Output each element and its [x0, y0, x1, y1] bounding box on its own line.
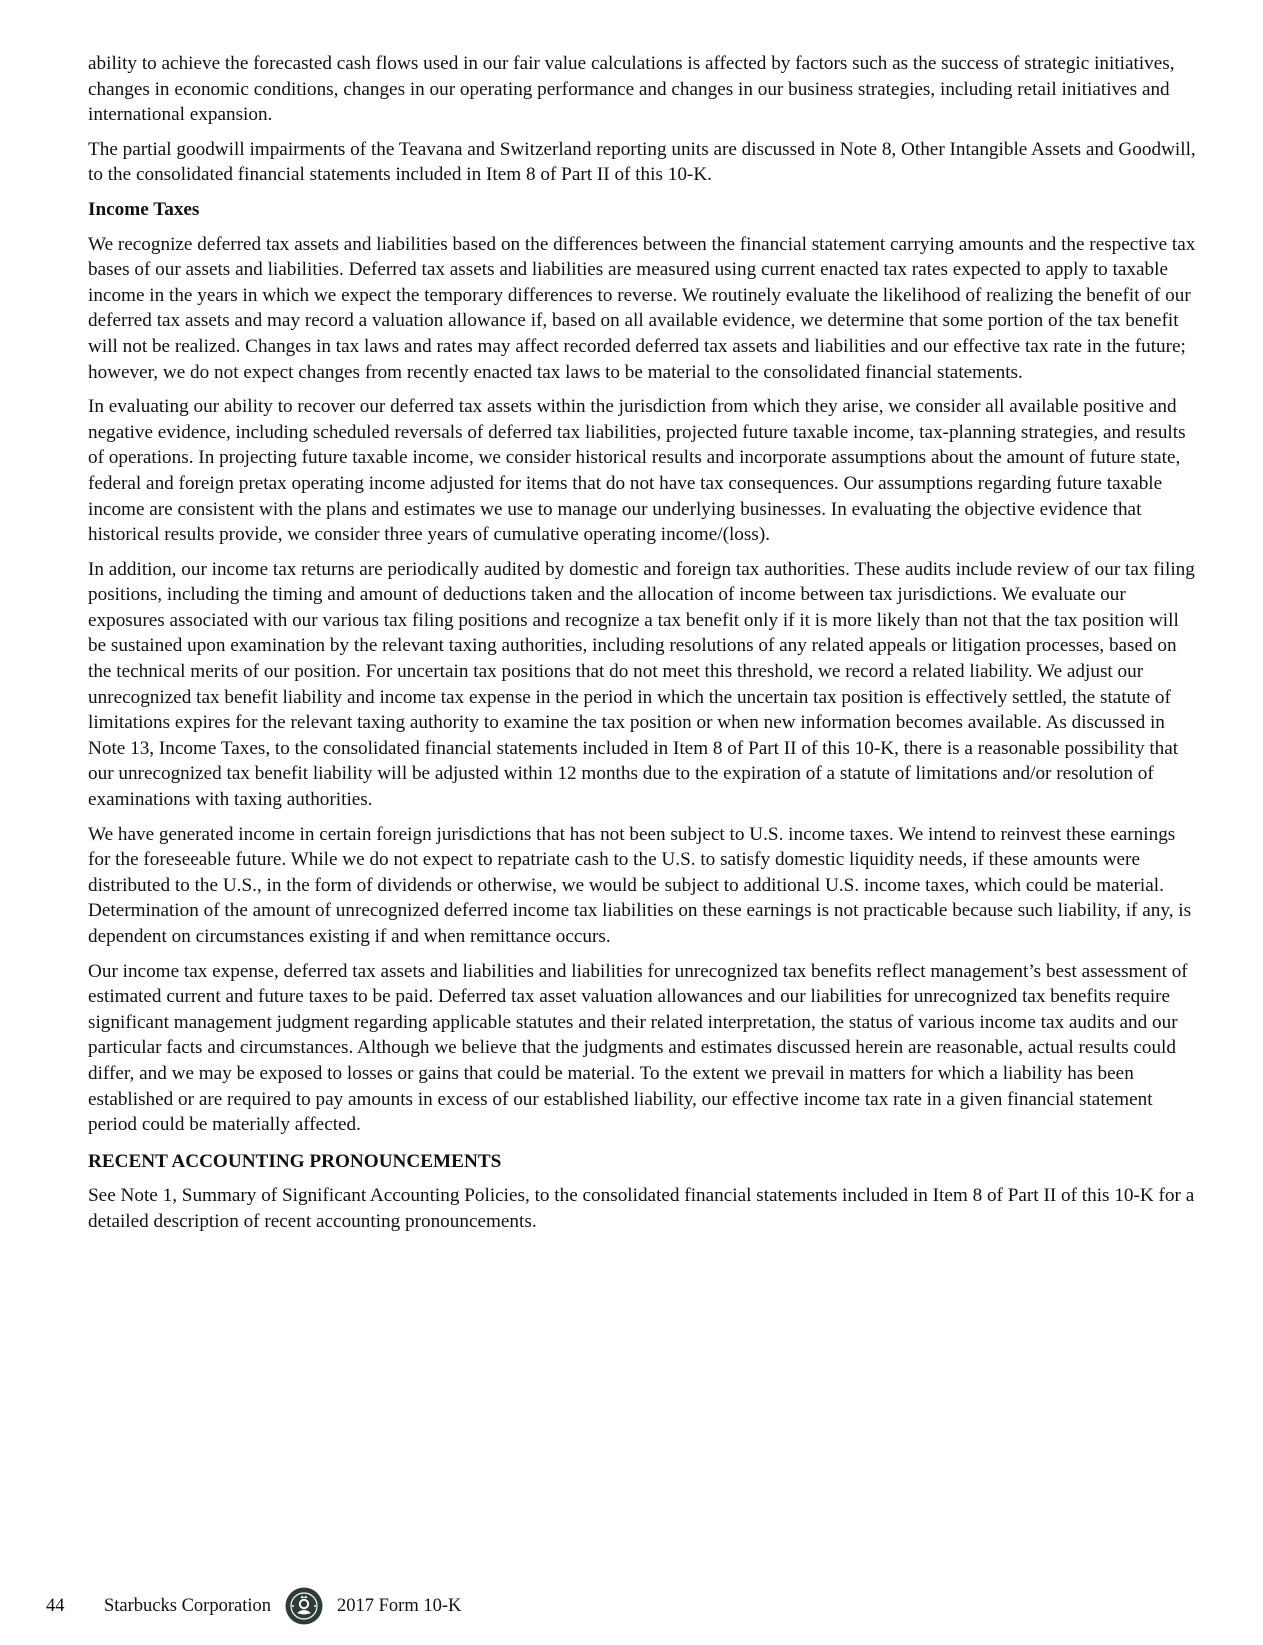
recent-pronouncements-heading: RECENT ACCOUNTING PRONOUNCEMENTS	[88, 1150, 502, 1172]
report-title: 2017 Form 10-K	[337, 1595, 462, 1616]
income-taxes-paragraph-3: In addition, our income tax returns are periodically audited by domestic and foreign tax authorities. These audits include review of our tax filing positions, including the timing and amount of deductions taken and the allocation of income between tax jurisdictions. We evaluate our exposures associated with our various tax filing positions and recognize a tax benefit only if it is more likely than not that the tax position will be sustained upon examination by the relevant taxing authorities, including resolutions of any related appeals or litigation processes, based on the technical merits of our position. For uncertain tax positions that do not meet this threshold, we record a related liability. We adjust our unrecognized tax benefit liability and income tax expense in the period in which the uncertain tax position is effectively settled, the statute of limitations expires for the relevant taxing authority to examine the tax position or when new information becomes available. As discussed in Note 13, Income Taxes, to the consolidated financial statements included in Item 8 of Part II of this 10-K, there is a reasonable possibility that our unrecognized tax benefit liability will be adjusted within 12 months due to the expiration of a statute of limitations and/or resolution of examinations with taxing authorities.	[88, 558, 1195, 811]
page-footer	[46, 1585, 461, 1627]
company-name: Starbucks Corporation	[104, 1595, 271, 1616]
income-taxes-paragraph-2: In evaluating our ability to recover our deferred tax assets within the jurisdiction from which they arise, we consider all available positive and negative evidence, including scheduled reversals of deferred tax liabilities, projected future taxable income, tax-planning strategies, and results of operations. In projecting future taxable income, we consider historical results and incorporate assumptions about the amount of future state, federal and foreign pretax operating income adjusted for items that do not have tax consequences. Our assumptions regarding future taxable income are consistent with the plans and estimates we use to manage our underlying businesses. In evaluating the objective evidence that historical results provide, we consider three years of cumulative operating income/(loss).	[88, 396, 1186, 546]
intro-paragraph-1: ability to achieve the forecasted cash flows used in our fair value calculations is affected by factors such as the success of strategic initiatives, changes in economic conditions, changes in our operating performance and changes in our business strategies, including retail initiatives and international expansion.	[88, 53, 1175, 126]
intro-paragraph-2: The partial goodwill impairments of the Teavana and Switzerland reporting units are discussed in Note 8, Other Intangible Assets and Goodwill, to the consolidated financial statements included in Item 8 of Part II of this 10-K.	[88, 138, 1196, 186]
recent-pronouncements-paragraph: See Note 1, Summary of Significant Accounting Policies, to the consolidated financial statements included in Item 8 of Part II of this 10-K for a detailed description of recent accounting pronouncements.	[88, 1185, 1195, 1232]
income-taxes-paragraph-5: Our income tax expense, deferred tax assets and liabilities and liabilities for unrecognized tax benefits reflect management’s best assessment of estimated current and future taxes to be paid. Deferred tax asset valuation allowances and our liabilities for unrecognized tax benefits require significant management judgment regarding applicable statutes and their related interpretation, the status of various income tax audits and our particular facts and circumstances. Although we believe that the judgments and estimates discussed herein are reasonable, actual results could differ, and we may be exposed to losses or gains that could be material. To the extent we prevail in matters for which a liability has been established or are required to pay amounts in excess of our established liability, our effective income tax rate in a given financial statement period could be materially affected.	[88, 960, 1188, 1136]
page-number: 44	[46, 1595, 65, 1616]
starbucks-logo-icon	[285, 1587, 323, 1625]
income-taxes-heading: Income Taxes	[88, 198, 200, 220]
income-taxes-paragraph-1: We recognize deferred tax assets and liabilities based on the differences between the financial statement carrying amounts and the respective tax bases of our assets and liabilities. Deferred tax assets and liabilities are measured using current enacted tax rates expected to apply to taxable income in the years in which we expect the temporary differences to reverse. We routinely evaluate the likelihood of realizing the benefit of our deferred tax assets and may record a valuation allowance if, based on all available evidence, we determine that some portion of the tax benefit will not be realized. Changes in tax laws and rates may affect recorded deferred tax assets and liabilities and our effective tax rate in the future; however, we do not expect changes from recently enacted tax laws to be material to the consolidated financial statements.	[88, 233, 1196, 383]
income-taxes-paragraph-4: We have generated income in certain foreign jurisdictions that has not been subject to U.S. income taxes. We intend to reinvest these earnings for the foreseeable future. While we do not expect to repatriate cash to the U.S. to satisfy domestic liquidity needs, if these amounts were distributed to the U.S., in the form of dividends or otherwise, we would be subject to additional U.S. income taxes, which could be material. Determination of the amount of unrecognized deferred income tax liabilities on these earnings is not practicable because such liability, if any, is dependent on circumstances existing if and when remittance occurs.	[88, 823, 1192, 947]
document-body	[88, 51, 1196, 1244]
